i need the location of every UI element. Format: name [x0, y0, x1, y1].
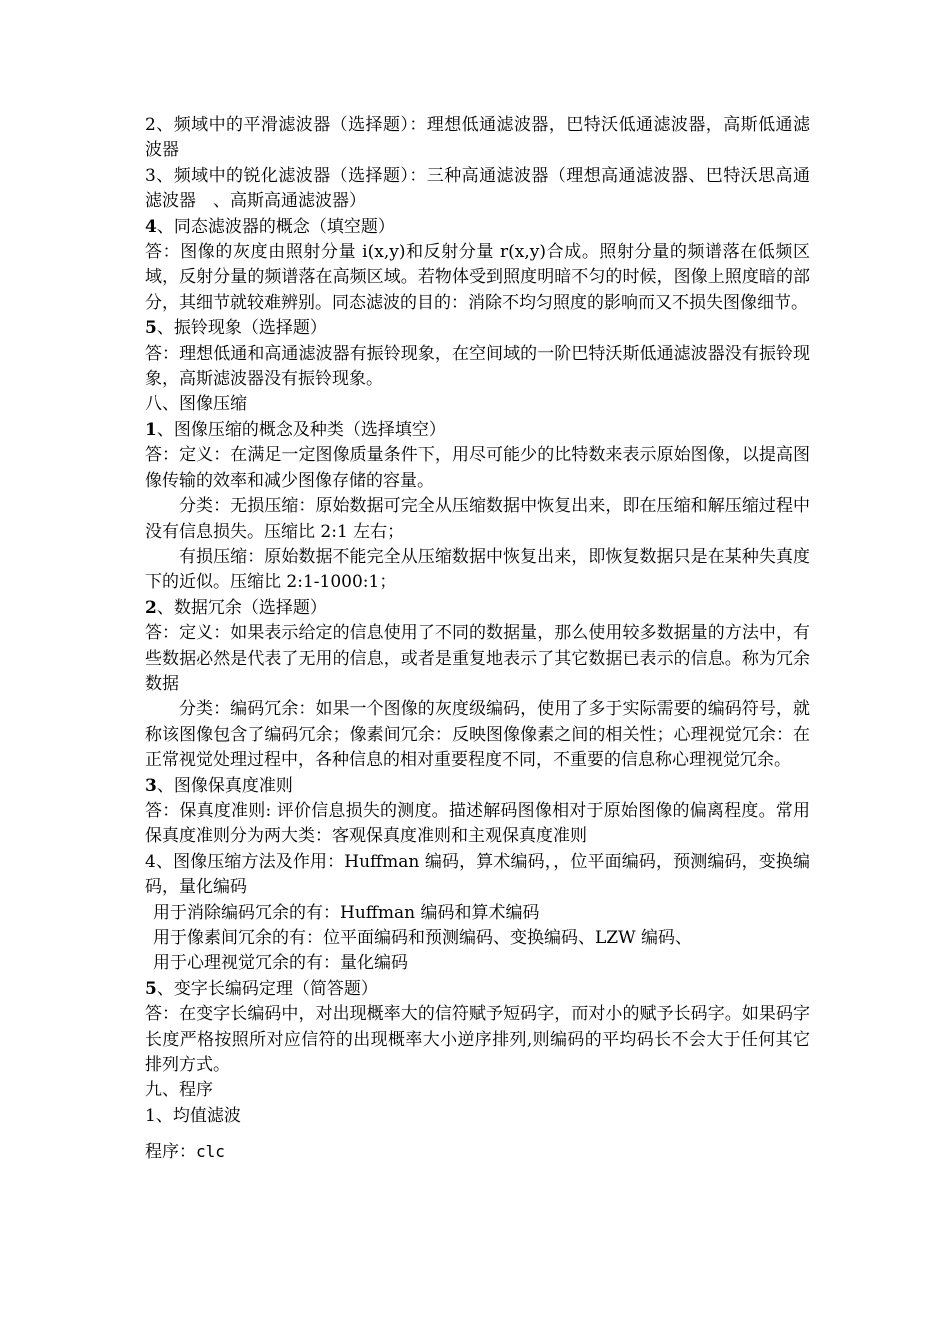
heading-text: 、振铃现象（选择题）: [156, 318, 327, 339]
paragraph-text: 、频域中的平滑滤波器（选择题）：理想低通滤波器，巴特沃低通滤波器，高斯低通滤波器: [145, 115, 810, 161]
paragraph-sharpening-filters: [145, 164, 810, 215]
program-label: 程序：: [145, 1142, 196, 1163]
heading-ringing: [145, 316, 810, 341]
paragraph-lossless: 分类：无损压缩：原始数据可完全从压缩数据中恢复出来，即在压缩和解压缩过程中没有信息损失。压缩比 2:1 左右；: [145, 496, 810, 542]
item-number: 5: [145, 978, 157, 999]
item-number: 1: [145, 419, 157, 440]
section-heading-program: 九、程序: [145, 1080, 213, 1101]
heading-mean-filter: 1、均值滤波: [145, 1105, 241, 1126]
heading-text: 、数据冗余（选择题）: [156, 597, 327, 618]
item-number: 4: [145, 216, 157, 237]
paragraph-text: 、图像压缩方法及作用：Huffman 编码，算术编码，，位平面编码，预测编码，变换编码，量化编码: [145, 851, 810, 898]
answer-ringing: 答：理想低通和高通滤波器有振铃现象，在空间域的一阶巴特沃斯低通滤波器没有振铃现象，高斯滤波器没有振铃现象。: [145, 343, 810, 390]
paragraph-compression-methods: [145, 850, 810, 901]
answer-fidelity: 答：保真度准则: 评价信息损失的测度。描述解码图像相对于原始图像的偏离程度。常用保真度准则分为两大类：客观保真度准则和主观保真度准则: [145, 800, 810, 847]
program-code: clc: [196, 1142, 225, 1162]
item-number: 2: [145, 597, 157, 618]
paragraph-smoothing-filters: [145, 113, 810, 164]
paragraph-coding-redundancy-methods: 用于消除编码冗余的有：Huffman 编码和算术编码: [153, 902, 540, 923]
heading-compression-concept: [145, 418, 810, 443]
heading-fidelity: [145, 774, 810, 799]
item-number: 4: [145, 851, 156, 872]
item-number: 2: [145, 115, 156, 135]
section-heading-compression: 八、图像压缩: [145, 394, 247, 415]
heading-text: 、同态滤波器的概念（填空题）: [156, 216, 395, 237]
paragraph-psychovisual-methods: 用于心理视觉冗余的有：量化编码: [153, 953, 408, 974]
heading-text: 、图像压缩的概念及种类（选择填空）: [156, 419, 446, 440]
paragraph-interpixel-methods: 用于像素间冗余的有：位平面编码和预测编码、变换编码、LZW 编码、: [153, 928, 692, 948]
answer-compression-definition: 答：定义：在满足一定图像质量条件下，用尽可能少的比特数来表示原始图像，以提高图像传输的效率和减少图像存储的容量。: [145, 445, 810, 491]
heading-homomorphic-filter: [145, 215, 810, 240]
item-number: 5: [145, 318, 157, 339]
item-number: 3: [145, 165, 156, 186]
paragraph-text: 、频域中的锐化滤波器（选择题）：三种高通滤波器（理想高通滤波器、巴特沃思高通滤波器 、高斯高通滤波器）: [145, 165, 810, 212]
answer-homomorphic-filter: 答：图像的灰度由照射分量 i(x,y)和反射分量 r(x,y)合成。照射分量的频谱落在低频区域，反射分量的频谱落在高频区域。若物体受到照度明暗不匀的时候，图像上照度暗的部分，其细节就较难辨别。同态滤波的目的：消除不均匀照度的影响而又不损失图像细节。: [145, 242, 810, 313]
document-body: [145, 113, 810, 1166]
paragraph-lossy: 有损压缩：原始数据不能完全从压缩数据中恢复出来，即恢复数据只是在某种失真度下的近似。压缩比 2:1-1000:1；: [145, 546, 810, 593]
heading-variable-length: [145, 977, 810, 1002]
heading-text: 、图像保真度准则: [156, 775, 293, 796]
item-number: 3: [145, 775, 157, 796]
heading-data-redundancy: [145, 596, 810, 621]
paragraph-redundancy-types: 分类：编码冗余：如果一个图像的灰度级编码，使用了多于实际需要的编码符号，就称该图像包含了编码冗余；像素间冗余：反映图像像素之间的相关性；心理视觉冗余：在正常视觉处理过程中，各种信息的相对重要程度不同，不重要的信息称心理视觉冗余。: [145, 699, 810, 771]
heading-text: 、变字长编码定理（简答题）: [156, 978, 378, 999]
answer-redundancy-definition: 答：定义：如果表示给定的信息使用了不同的数据量，那么使用较多数据量的方法中，有些数据必然是代表了无用的信息，或者是重复地表示了其它数据已表示的信息。称为冗余数据: [145, 623, 810, 694]
answer-variable-length: 答：在变字长编码中，对出现概率大的信符赋予短码字，而对小的赋予长码字。如果码字长度严格按照所对应信符的出现概率大小逆序排列,则编码的平均码长不会大于任何其它排列方式。: [145, 1004, 810, 1076]
program-line: [145, 1139, 810, 1165]
